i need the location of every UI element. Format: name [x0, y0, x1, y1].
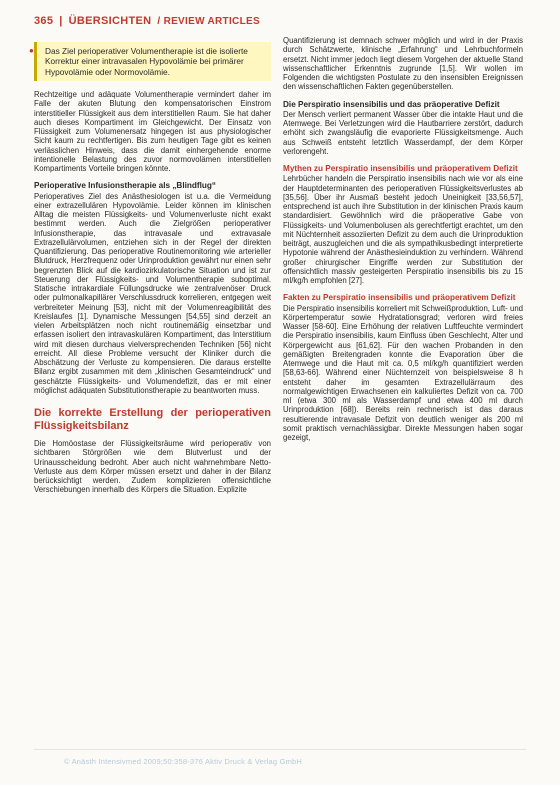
- section-subtitle: / REVIEW ARTICLES: [157, 15, 260, 27]
- key-statement-text: Das Ziel perioperativer Volumentherapie ist die isolierte Korrektur einer intravasalen Hypovolämie bei primärer Hypovolämie oder Normovolämie.: [45, 46, 248, 77]
- header-separator: |: [59, 15, 63, 27]
- right-column: [283, 36, 523, 450]
- section-heading: Die korrekte Erstellung der perioperativen Flüssigkeitsbilanz: [34, 407, 271, 433]
- paragraph: Die Perspiratio insensibilis korreliert mit Schweißproduktion, Luft- und Körpertemperatur sowie Hydratationsgrad; verloren wird freies Wasser [58-60]. Eine Erhöhung der relativen Luftfeuchte vermindert die Perspiratio insensibilis, kaum Einfluss üben Geschlecht, Alter und Körpergewicht aus [61,62]. Für den wachen Probanden in den gemäßigten Breitengraden konnte die Evaporation über die Atemwege und die Haut mit ca. 0,5 ml/kg/h quantifiziert werden [58,63-66]. Während einer Nüchternzeit von beispielsweise 8 h entsteht daher im gesamten Extrazellulärraum des normalgewichtigen Erwachsenen ein kalkuliertes Defizit von ca. 700 ml (etwa 300 ml als Wasserdampf und etwa 400 ml durch Urinproduktion [68]). Bereits rein rechnerisch ist das daraus resultierende intravasale Defizit von deutlich weniger als 200 ml somit praktisch vernachlässigbar. Direkte Messungen haben sogar gezeigt,: [283, 303, 523, 442]
- subheading-myths: Mythen zu Perspiratio insensibilis und präoperativem Defizit: [283, 164, 518, 173]
- footer-divider: [34, 749, 526, 750]
- subheading: Perioperative Infusionstherapie als „Blindflug“: [34, 181, 216, 191]
- paragraph: Rechtzeitige und adäquate Volumentherapie vermindert daher im Falle der akuten Blutung den kompensatorischen Einstrom interstitieller Flüssigkeit aus dem interstitiellen Raum. Sie hat daher auch dieses Kompartiment im Gleichgewicht. Der Einsatz von Flüssigkeit zum Volumenersatz hingegen ist aus physiologischer Sicht kaum zu rechtfertigen. Bis zum heutigen Tage gibt es keinen verlässlichen Hinweis, dass die damit einhergehende enorme intentionelle Belastung des zuvor normovolämen interstitiellen Kompartiments Vorteile bringen könnte.: [34, 90, 271, 174]
- running-header: [34, 12, 540, 30]
- page-number: 365: [34, 15, 54, 27]
- paragraph: Lehrbücher handeln die Perspiratio insensibilis nach wie vor als eine der Hauptdeterminanten des perioperativen Flüssigkeitsverlustes ab [35,56]. Über ihr Ausmaß besteht jedoch Uneinigkeit [33,56,57], entsprechend ist auch ihre Substitution in der klinischen Praxis kaum standardisiert. Gewöhnlich wird die präoperative Gabe von Flüssigkeits- und Volumenbolusen als gerechtfertigt erachtet, um den mit Nüchternheit assoziierten Defizit zu dem auch die Urinproduktion beiträgt, auszugleichen und die als sympathikusbedingt interpretierte Hypotonie während der Anästhesieinduktion zu verhindern. Während großer chirurgischer Eingriffe werden zur Substitution der offensichtlich massiv gesteigerten Perspiratio insensibilis bis zu 15 ml/kg/h empfohlen [27].: [283, 174, 523, 285]
- paragraph: Perioperatives Ziel des Anästhesiologen ist u.a. die Vermeidung einer extrazellulären Hypovolämie. Leider können im klinischen Alltag die meisten Flüssigkeits- und Volumenverluste nicht exakt bestimmt werden. Auch die Zielgrößen perioperativer Infusionstherapie, das intravasale und extravasale Extrazellulärvolumen, entziehen sich in der Regel der direkten Quantifizierung. Das perioperative Routinemonitoring wie arterieller Blutdruck, Herzfrequenz oder Urinproduktion gewährt nur einen sehr begrenzten Blick auf die kardiozirkulatorische Situation und ist zur Steuerung der Flüssigkeits- und Volumentherapie suboptimal. Statische intrakardiale Füllungsdrucke wie zentralvenöser Druck oder pulmonalkapillärer Verschlussdruck korrelieren, entgegen weit verbreiteter Meinung [53], nicht mit der Volumenreagibilität des Kreislaufes [1]. Dynamische Messungen [54,55] sind derzeit an vielen Arbeitsplätzen noch nicht routinemäßig einsetzbar und erfassen isoliert den intravaskulären Kompartiment, das Interstitium wird mit diesen durchaus vielversprechenden Techniken [56] nicht erreicht. All diese Probleme versucht der Kliniker durch die Abschätzung der Verluste zu kompensieren. Die daraus erstellte Bilanz ergibt zusammen mit dem „klinischen Gesamteindruck“ und geschätzte Flüssigkeits- und Volumendefizit, das er mit einer möglichst adäquaten Substitutionstherapie zu beantworten muss.: [34, 191, 271, 395]
- left-column: [29, 42, 271, 503]
- paragraph: Quantifizierung ist demnach schwer möglich und wird in der Praxis durch Schätzwerte, klinische „Erfahrung“ und Lehrbuchformeln ersetzt. Nicht immer jedoch liegt diesem Vorgehen der aktuelle Stand wissenschaftlicher Erkenntnis zugrunde [1,5]. Wir wollen im Folgenden die wichtigsten Postulate zu den insensiblen Ereignissen den wissenschaftlichen Fakten gegenüberstellen.: [283, 36, 523, 92]
- bullet-icon: ●: [29, 46, 34, 55]
- subheading-facts: Fakten zu Perspiratio insensibilis und präoperativem Defizit: [283, 293, 516, 303]
- key-statement-box: [29, 42, 271, 81]
- paragraph: Der Mensch verliert permanent Wasser über die intakte Haut und die Atemwege. Bei Verletzungen wird die Hautbarriere zerstört, dadurch erhöht sich zwangsläufig die evaporierte Flüssigkeitsmenge. Auch aus Schweiß entsteht letztlich Wasserdampf, der dem Körper verlorengeht.: [283, 109, 523, 156]
- subheading: Die Perspiratio insensibilis und das präoperative Defizit: [283, 99, 500, 109]
- paragraph: Die Homöostase der Flüssigkeitsräume wird perioperativ von sichtbaren Störgrößen wie dem Blutverlust und der Urinausscheidung bedroht. Aber auch nicht wahrnehmbare Netto-Verluste aus dem Körper müssen ersetzt und daher in der Bilanz berücksichtigt werden. Zudem komplizieren offensichtliche Verschiebungen innerhalb des Körpers die Situation. Explizite: [34, 439, 271, 495]
- page-footer: © Anästh Intensivmed 2009;50:358-376 Aktiv Druck & Verlag GmbH: [64, 757, 303, 766]
- section-title: ÜBERSICHTEN: [68, 15, 152, 27]
